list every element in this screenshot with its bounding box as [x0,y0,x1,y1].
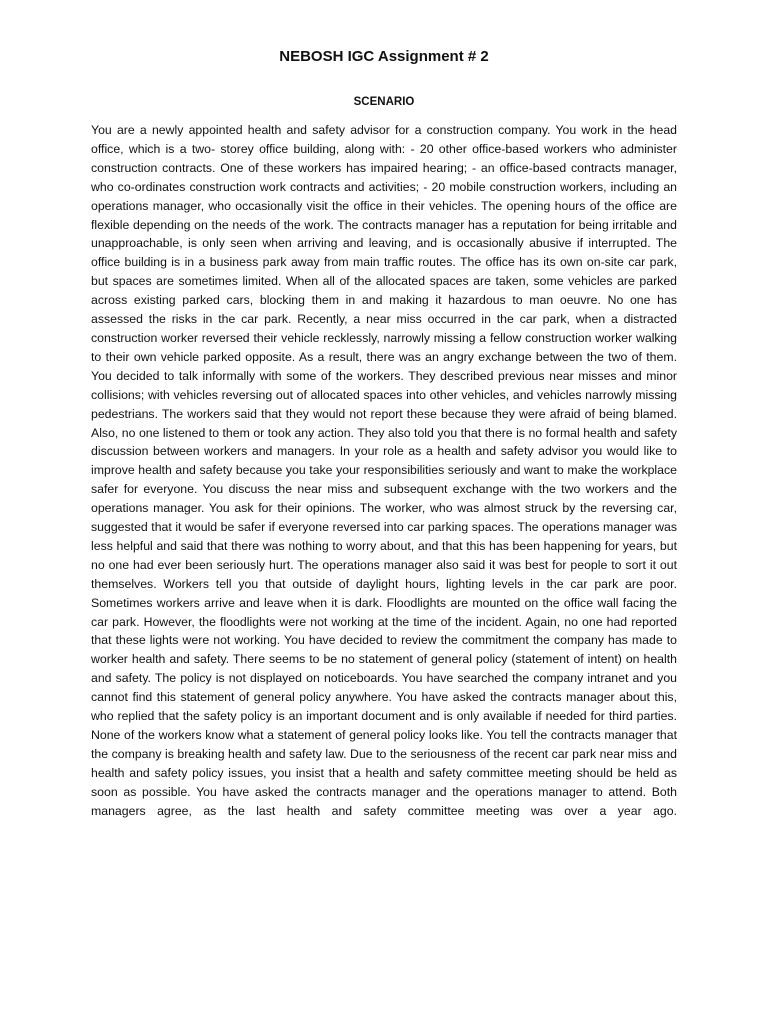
section-heading: SCENARIO [353,96,415,108]
document-title: NEBOSH IGC Assignment # 2 [279,48,489,65]
scenario-paragraph: You are a newly appointed health and safety advisor for a construction company. You work in the head office, which is a two- storey office building, along with: - 20 other office-based workers who administer construction contracts. One of these workers has impaired hearing; - an office-based contracts manager, who co-ordinates construction work contracts and activities; - 20 mobile construction workers, including an operations manager, who occasionally visit the office in their vehicles. The opening hours of the office are flexible depending on the needs of the work. The contracts manager has a reputation for being irritable and unapproachable, is only seen when arriving and leaving, and is occasionally abusive if interrupted. The office building is in a business park away from main traffic routes. The office has its own on-site car park, but spaces are sometimes limited. When all of the allocated spaces are taken, some vehicles are parked across existing parked cars, blocking them in and making it hazardous to man oeuvre. No one has assessed the risks in the car park. Recently, a near miss occurred in the car park, when a distracted construction worker reversed their vehicle recklessly, narrowly missing a fellow construction worker walking to their own vehicle parked opposite. As a result, there was an angry exchange between the two of them. You decided to talk informally with some of the workers. They described previous near misses and minor collisions; with vehicles reversing out of allocated spaces into other vehicles, and vehicles narrowly missing pedestrians. The workers said that they would not report these because they were afraid of being blamed. Also, no one listened to them or took any action. They also told you that there is no formal health and safety discussion between workers and managers. In your role as a health and safety advisor you would like to improve health and safety because you take your responsibilities seriously and want to make the workplace safer for everyone. You discuss the near miss and subsequent exchange with the two workers and the operations manager. You ask for their opinions. The worker, who was almost struck by the reversing car, suggested that it would be safer if everyone reversed into car parking spaces. The operations manager was less helpful and said that there was nothing to worry about, and that this has been happening for years, but no one had ever been seriously hurt. The operations manager also said it was best for people to sort it out themselves. Workers tell you that outside of daylight hours, lighting levels in the car park are poor. Sometimes workers arrive and leave when it is dark. Floodlights are mounted on the office wall facing the car park. However, the floodlights were not working at the time of the incident. Again, no one had reported that these lights were not working. You have decided to review the commitment the company has made to worker health and safety. There seems to be no statement of general policy (statement of intent) on health and safety. The policy is not displayed on noticeboards. You have searched the company intranet and you cannot find this statement of general policy anywhere. You have asked the contracts manager about this, who replied that the safety policy is an important document and is only available if needed for third parties. None of the workers know what a statement of general policy looks like. You tell the contracts manager that the company is breaking health and safety law. Due to the seriousness of the recent car park near miss and health and safety policy issues, you insist that a health and safety committee meeting should be held as soon as possible. You have asked the contracts manager and the operations manager to attend. Both managers agree, as the last health and safety committee meeting was over a year ago. [91,123,677,818]
